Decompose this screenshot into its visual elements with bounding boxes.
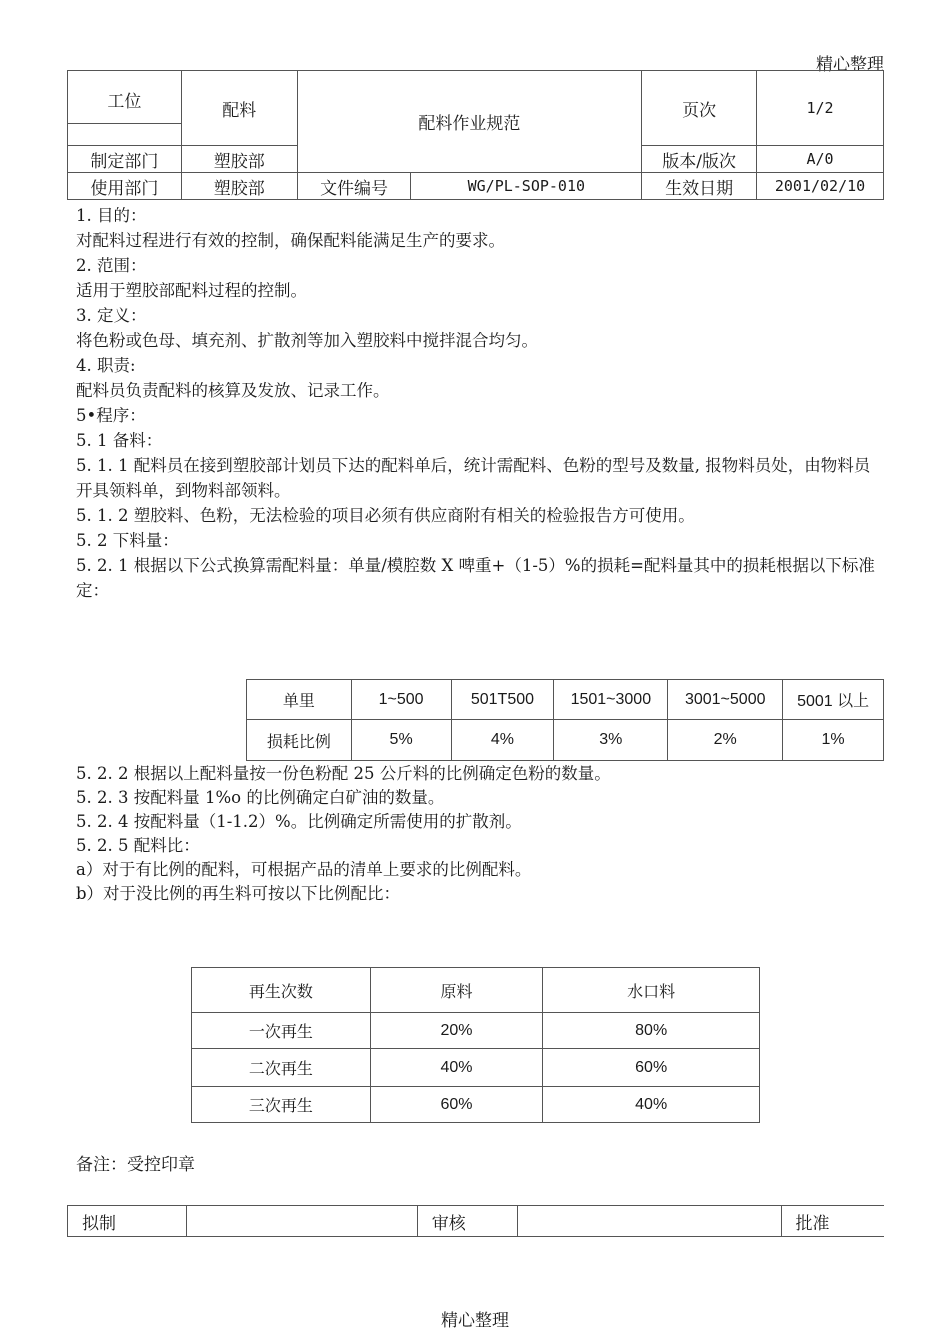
loss-table-cell: 1~500 — [351, 680, 451, 720]
regen-table-cell: 二次再生 — [192, 1049, 371, 1087]
header-watermark-note: 精心整理 — [816, 55, 884, 75]
section-4-text: 配料员负责配料的核算及发放、记录工作。 — [76, 381, 390, 400]
signature-table — [67, 1205, 884, 1237]
procedure-body — [76, 203, 886, 603]
loss-table-cell: 2% — [668, 720, 783, 761]
loss-table-cell: 5001 以上 — [783, 680, 884, 720]
loss-table-cell: 3001~5000 — [668, 680, 783, 720]
section-1-text: 对配料过程进行有效的控制，确保配料能满足生产的要求。 — [76, 231, 505, 250]
section-5-2-4: 5. 2. 4 按配料量（1-1.2）%。比例确定所需使用的扩散剂。 — [76, 812, 522, 831]
dept-use-label: 使用部门 — [68, 173, 182, 200]
loss-rate-table — [246, 679, 884, 761]
dept-use-value: 塑胶部 — [181, 173, 297, 200]
section-5-1-2: 5. 1. 2 塑胶料、色粉，无法检验的项目必须有供应商附有相关的检验报告方可使用。 — [76, 506, 695, 525]
section-3-text: 将色粉或色母、填充剂、扩散剂等加入塑胶料中搅拌混合均匀。 — [76, 331, 538, 350]
loss-table-cell: 501T500 — [451, 680, 554, 720]
section-3-title: 3. 定义： — [76, 306, 147, 325]
effective-date-label: 生效日期 — [642, 173, 757, 200]
document-title: 配料作业规范 — [297, 71, 642, 173]
doc-no-value: WG/PL-SOP-010 — [411, 173, 642, 200]
regen-table-cell: 80% — [543, 1013, 760, 1049]
section-4-title: 4. 职责: — [76, 356, 136, 375]
loss-table-cell: 损耗比例 — [247, 720, 352, 761]
section-2-text: 适用于塑胶部配料过程的控制。 — [76, 281, 307, 300]
page-value: 1/2 — [757, 71, 884, 146]
effective-date-value: 2001/02/10 — [757, 173, 884, 200]
section-5-2-2: 5. 2. 2 根据以上配料量按一份色粉配 25 公斤料的比例确定色粉的数量。 — [76, 764, 611, 783]
section-5-2-5: 5. 2. 5 配料比： — [76, 836, 200, 855]
regen-table-header: 水口料 — [543, 968, 760, 1013]
section-5-1-1: 5. 1. 1 配料员在接到塑胶部计划员下达的配料单后，统计需配料、色粉的型号及数量, 报物料员处，由物料员开具领料单，到物料部领料。 — [76, 456, 871, 500]
section-2-title: 2. 范围： — [76, 256, 147, 275]
approve-label: 批准 — [781, 1206, 884, 1237]
regen-table-header: 再生次数 — [192, 968, 371, 1013]
regen-table-cell: 三次再生 — [192, 1087, 371, 1123]
loss-table-cell: 4% — [451, 720, 554, 761]
workstation-label: 工位 — [68, 71, 182, 124]
section-5-1: 5. 1 备料： — [76, 431, 163, 450]
section-1-title: 1. 目的： — [76, 206, 147, 225]
loss-table-cell: 1% — [783, 720, 884, 761]
regrind-ratio-table — [191, 967, 760, 1123]
dept-made-value: 塑胶部 — [181, 146, 297, 173]
table-row — [192, 1049, 760, 1087]
table-row — [192, 1013, 760, 1049]
table-row — [192, 1087, 760, 1123]
section-5-2-3: 5. 2. 3 按配料量 1%o 的比例确定白矿油的数量。 — [76, 788, 445, 807]
regen-table-cell: 40% — [370, 1049, 543, 1087]
regen-table-cell: 60% — [543, 1049, 760, 1087]
regen-table-cell: 一次再生 — [192, 1013, 371, 1049]
workstation-value: 配料 — [181, 71, 297, 146]
draft-label: 拟制 — [68, 1206, 187, 1237]
review-signature-field — [517, 1206, 781, 1237]
loss-table-cell: 5% — [351, 720, 451, 761]
regen-table-cell: 60% — [370, 1087, 543, 1123]
draft-signature-field — [186, 1206, 417, 1237]
regen-table-header: 原料 — [370, 968, 543, 1013]
loss-table-cell: 3% — [554, 720, 668, 761]
page-label: 页次 — [642, 71, 757, 146]
regen-table-cell: 40% — [543, 1087, 760, 1123]
section-5-title: 5•程序： — [76, 406, 146, 425]
workstation-empty-cell — [68, 124, 182, 146]
procedure-body-continued — [76, 762, 886, 906]
doc-no-label: 文件编号 — [297, 173, 411, 200]
review-label: 审核 — [417, 1206, 517, 1237]
loss-table-cell: 1501~3000 — [554, 680, 668, 720]
version-label: 版本/版次 — [642, 146, 757, 173]
loss-table-cell: 单里 — [247, 680, 352, 720]
remark-controlled-stamp: 备注：受控印章 — [76, 1155, 195, 1175]
footer-watermark-note: 精心整理 — [441, 1311, 509, 1331]
section-5-2-1: 5. 2. 1 根据以下公式换算需配料量：单量/模腔数 X 啤重+（1-5）%的损耗=配料量其中的损耗根据以下标准定： — [76, 556, 875, 600]
version-value: A/0 — [757, 146, 884, 173]
dept-made-label: 制定部门 — [68, 146, 182, 173]
item-a: a）对于有比例的配料，可根据产品的清单上要求的比例配料。 — [76, 860, 532, 879]
regen-table-cell: 20% — [370, 1013, 543, 1049]
document-header-table — [67, 70, 884, 200]
section-5-2: 5. 2 下料量： — [76, 531, 179, 550]
item-b: b）对于没比例的再生料可按以下比例配比： — [76, 884, 401, 903]
